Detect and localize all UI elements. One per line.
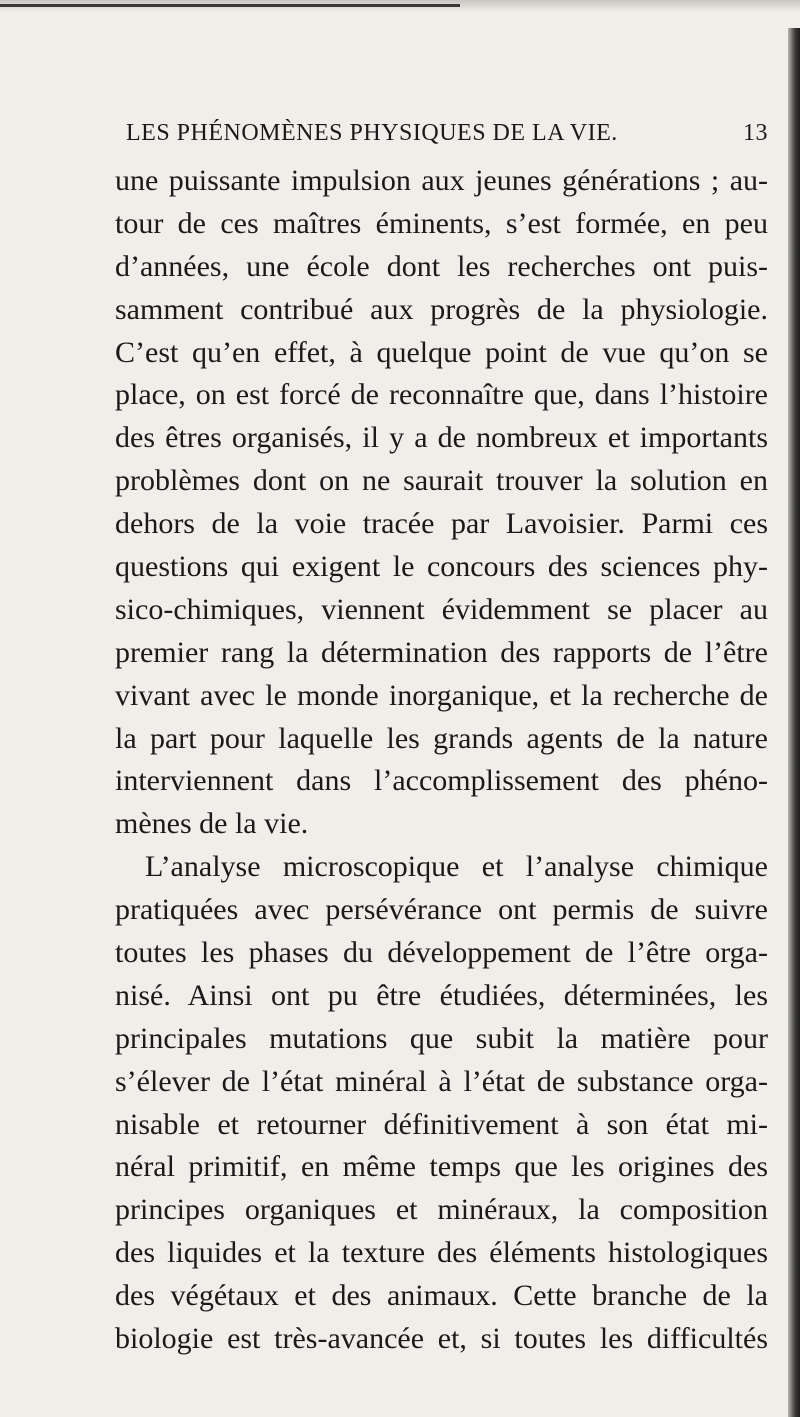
text-line: interviennent dans l’accomplissement des phéno- — [115, 764, 768, 798]
text-line: néral primitif, en même temps que les origines des — [115, 1150, 768, 1184]
text-line: pratiquées avec persévérance ont permis de suivre — [115, 893, 768, 927]
text-line: vivant avec le monde inorganique, et la recherche de — [115, 678, 768, 712]
text-line: principales mutations que subit la matière pour — [115, 1021, 768, 1055]
page-number: 13 — [743, 120, 768, 146]
text-line: des végétaux et des animaux. Cette branche de la — [115, 1279, 768, 1313]
text-line: tour de ces maîtres éminents, s’est formée, en peu — [115, 206, 768, 240]
text-line: toutes les phases du développement de l’être orga- — [115, 936, 768, 970]
page-header — [115, 114, 768, 154]
text-line: s’élever de l’état minéral à l’état de substance orga- — [115, 1064, 768, 1098]
text-line: d’années, une école dont les recherches ont puis- — [115, 249, 768, 283]
text-line: mènes de la vie. — [115, 807, 309, 841]
text-line: biologie est très-avancée et, si toutes les difficultés — [115, 1322, 768, 1356]
text-line: C’est qu’en effet, à quelque point de vue qu’on se — [115, 335, 768, 369]
text-line: des liquides et la texture des éléments histologiques — [115, 1236, 768, 1270]
text-line: la part pour laquelle les grands agents de la nature — [115, 721, 768, 755]
text-line: dehors de la voie tracée par Lavoisier. Parmi ces — [115, 507, 768, 541]
text-line: nisé. Ainsi ont pu être étudiées, déterminées, les — [115, 978, 768, 1012]
text-line: samment contribué aux progrès de la physiologie. — [115, 292, 768, 326]
text-line: sico-chimiques, viennent évidemment se placer au — [115, 592, 768, 626]
scan-artifact-line — [0, 4, 460, 7]
running-title: LES PHÉNOMÈNES PHYSIQUES DE LA VIE. — [126, 120, 618, 146]
text-line: problèmes dont on ne saurait trouver la solution en — [115, 464, 768, 498]
paragraph — [115, 846, 768, 1361]
text-line: principes organiques et minéraux, la composition — [115, 1193, 768, 1227]
text-line: une puissante impulsion aux jeunes générations ; au- — [115, 164, 768, 197]
text-line: nisable et retourner définitivement à son état mi- — [115, 1107, 768, 1141]
text-line: L’analyse microscopique et l’analyse chimique — [145, 850, 768, 884]
paragraph — [115, 160, 768, 846]
body-text — [115, 160, 768, 1361]
book-binding-edge — [788, 28, 800, 1417]
text-line: questions qui exigent le concours des sciences phy- — [115, 550, 768, 584]
text-line: des êtres organisés, il y a de nombreux et importants — [115, 421, 768, 455]
text-line: premier rang la détermination des rapports de l’être — [115, 635, 768, 669]
text-line: place, on est forcé de reconnaître que, dans l’histoire — [115, 378, 768, 412]
